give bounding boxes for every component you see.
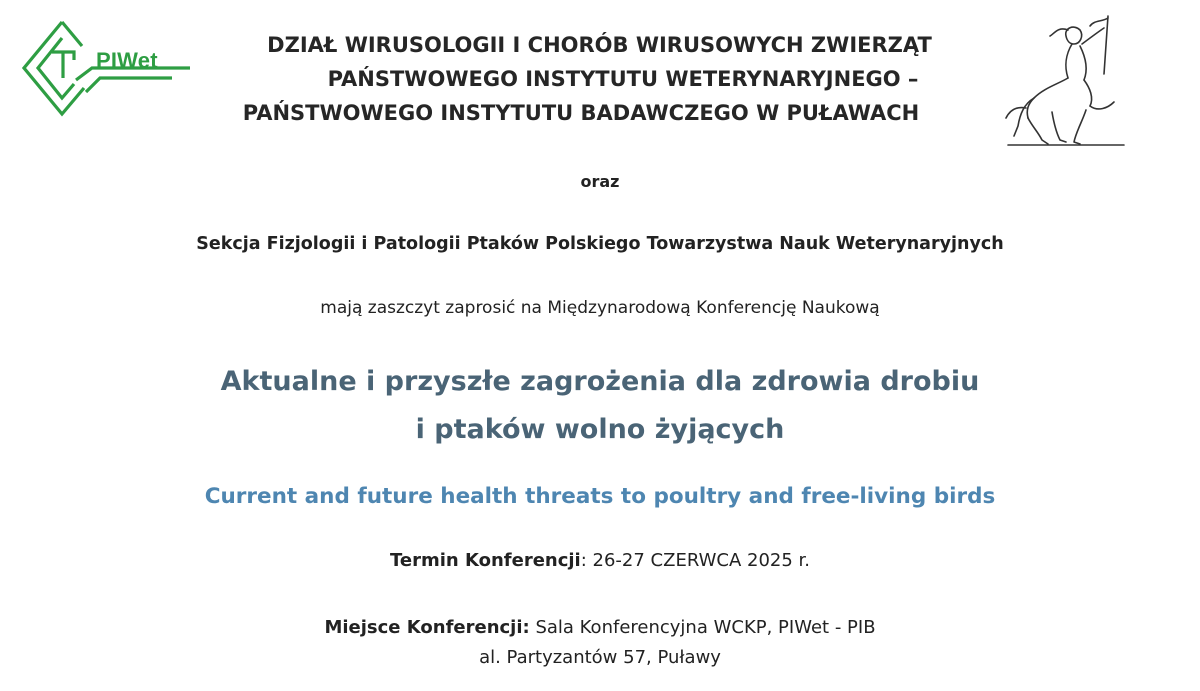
header-line-2: PAŃSTWOWEGO INSTYTUTU WETERYNARYJNEGO – bbox=[327, 67, 919, 91]
oraz-text: oraz bbox=[580, 172, 620, 191]
co-organizer: Sekcja Fizjologii i Patologii Ptaków Polskiego Towarzystwa Nauk Weterynaryjnych bbox=[196, 234, 1004, 254]
institution-header bbox=[140, 28, 1040, 130]
logo-text: PIWet bbox=[96, 48, 158, 73]
header-line-1: DZIAŁ WIRUSOLOGII I CHORÓB WIRUSOWYCH ZWIERZĄT bbox=[267, 33, 932, 57]
header-line-3: PAŃSTWOWEGO INSTYTUTU BADAWCZEGO W PUŁAWACH bbox=[242, 101, 920, 125]
invitation-text: mają zaszczyt zaprosić na Międzynarodową Konferencję Naukową bbox=[320, 298, 880, 318]
termin-value: : 26-27 CZERWCA 2025 r. bbox=[580, 550, 810, 571]
conference-venue bbox=[0, 613, 1200, 673]
title-pl-line-2: i ptaków wolno żyjących bbox=[415, 414, 785, 445]
termin-label: Termin Konferencji bbox=[389, 550, 581, 571]
conference-title-pl bbox=[0, 358, 1200, 454]
miejsce-value: Sala Konferencyjna WCKP, PIWet - PIB bbox=[529, 617, 876, 638]
conference-date bbox=[0, 550, 1200, 571]
venue-line bbox=[0, 613, 1200, 643]
miejsce-label: Miejsce Konferencji: bbox=[324, 617, 530, 638]
venue-address: al. Partyzantów 57, Puławy bbox=[479, 647, 721, 668]
conference-title-en: Current and future health threats to poultry and free-living birds bbox=[204, 484, 996, 509]
title-pl-line-1: Aktualne i przyszłe zagrożenia dla zdrowia drobiu bbox=[220, 366, 980, 397]
